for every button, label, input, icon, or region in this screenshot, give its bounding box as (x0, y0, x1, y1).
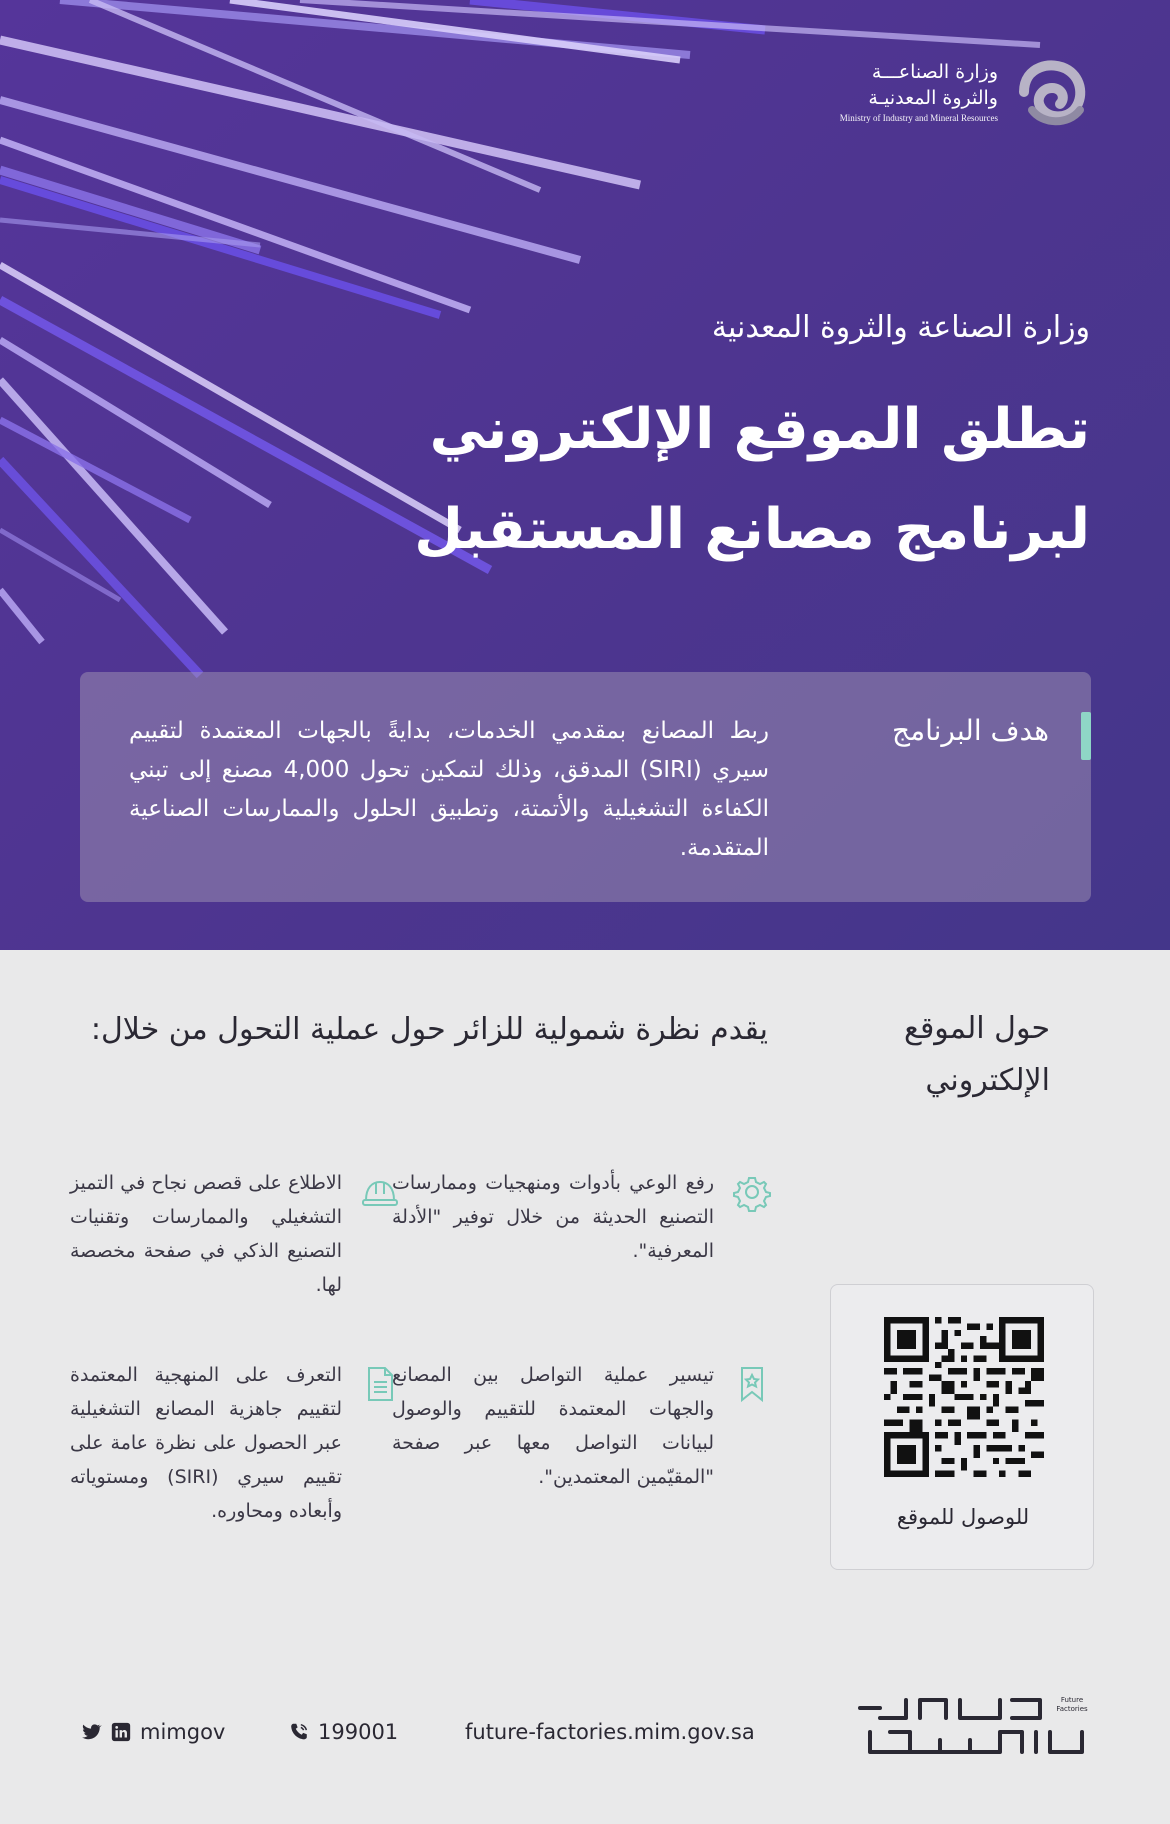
gear-icon (732, 1172, 772, 1212)
future-factories-logo (850, 1670, 1090, 1780)
headline (414, 380, 1090, 580)
phone-contact[interactable] (288, 1720, 398, 1744)
about-title-line2: الإلكتروني (925, 1063, 1050, 1098)
feature-methodology (70, 1358, 400, 1528)
feature-communication-text: تيسير عملية التواصل بين المصانع والجهات المعتمدة للتقييم والوصول لبيانات التواصل معها عبر صفحة "المقيّمين المعتمدين". (392, 1364, 714, 1488)
logo-text-ar-line2: والثروة المعدنيـة (868, 87, 998, 109)
twitter-icon[interactable] (80, 1721, 102, 1743)
qr-label: للوصول للموقع (896, 1505, 1030, 1529)
feature-awareness-text: رفع الوعي بأدوات ومنهجيات وممارسات التصنيع الحديثة من خلال توفير "الأدلة المعرفية". (392, 1172, 714, 1262)
goal-text: ربط المصانع بمقدمي الخدمات، بدايةً بالجهات المعتمدة لتقييم سيري (SIRI) المدقق، وذلك لتمكين تحول 4,000 مصنع إلى تبني الكفاءة التشغيلية والأتمتة، وتطبيق الحلول والممارسات الصناعية المتقدمة. (129, 718, 769, 861)
ministry-logo (840, 52, 1092, 132)
website-text: future-factories.mim.gov.sa (465, 1720, 755, 1744)
logo-text-ar-line1: وزارة الصناعـــة (871, 61, 998, 83)
feature-success-stories-text: الاطلاع على قصص نجاح في التميز التشغيلي والممارسات وتقنيات التصنيع الذكي في صفحة مخصصة لها. (70, 1172, 342, 1296)
document-icon (360, 1364, 400, 1404)
svg-text:Future: Future (1060, 1696, 1084, 1704)
linkedin-icon[interactable] (110, 1721, 132, 1743)
website-link[interactable] (465, 1720, 755, 1744)
logo-text-en: Ministry of Industry and Mineral Resources (839, 113, 998, 123)
headline-line1: تطلق الموقع الإلكتروني (429, 397, 1090, 462)
svg-text:Factories: Factories (1056, 1705, 1088, 1713)
feature-communication (392, 1358, 772, 1494)
about-title (904, 1003, 1050, 1107)
feature-methodology-text: التعرف على المنهجية المعتمدة لتقييم جاهزية المصانع التشغيلية عبر الحصول على نظرة عامة على تقييم سيري (SIRI) ومستوياته وأبعاده ومحاوره. (70, 1364, 343, 1522)
social-handle[interactable] (80, 1720, 225, 1744)
goal-title: هدف البرنامج (892, 714, 1049, 747)
helmet-icon (360, 1172, 400, 1212)
ministry-emblem-icon (1012, 52, 1092, 132)
feature-awareness (392, 1166, 772, 1268)
social-handle-text: mimgov (140, 1720, 226, 1744)
ministry-name: وزارة الصناعة والثروة المعدنية (711, 310, 1090, 345)
bookmark-star-icon (732, 1364, 772, 1404)
phone-number: 199001 (318, 1720, 399, 1744)
phone-icon (288, 1721, 310, 1743)
about-title-line1: حول الموقع (903, 1011, 1050, 1046)
qr-code[interactable] (884, 1317, 1044, 1477)
headline-line2: لبرنامج مصانع المستقبل (414, 497, 1090, 562)
feature-success-stories (70, 1166, 400, 1302)
qr-card[interactable] (830, 1284, 1094, 1570)
about-intro: يقدم نظرة شمولية للزائر حول عملية التحول من خلال: (90, 1012, 768, 1047)
program-goal-box (80, 672, 1091, 902)
goal-accent-bar (1081, 712, 1091, 760)
